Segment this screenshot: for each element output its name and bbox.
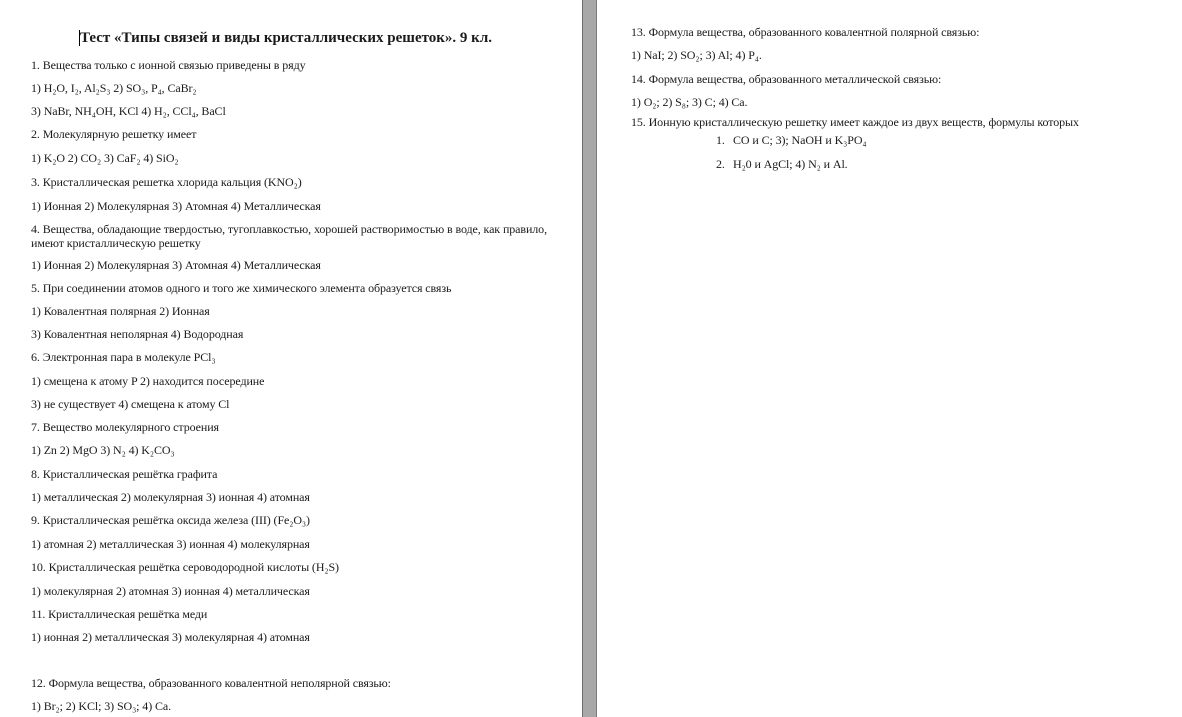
answer-13: 1) NaI; 2) SO₂; 3) Al; 4) P₄. [631,48,762,62]
list-item-text: H₂0 и AgCl; 4) N₂ и Al. [733,157,848,171]
question-14: 14. Формула вещества, образованного металлической связью: [631,72,942,86]
list-item-number: 1. [716,133,725,147]
question-12: 12. Формула вещества, образованного ковалентной неполярной связью: [31,676,391,690]
page-gutter [582,0,597,717]
question-3: 3. Кристаллическая решетка хлорида кальция (KNO₂) [31,175,302,189]
question-2: 2. Молекулярную решетку имеет [31,127,197,141]
answer-6a: 1) смещена к атому P 2) находится посередине [31,374,265,388]
question-15: 15. Ионную кристаллическую решетку имеет каждое из двух веществ, формулы которых [631,115,1079,129]
list-item-number: 2. [716,157,725,171]
answer-7: 1) Zn 2) MgO 3) N₂ 4) K₂CO₃ [31,443,175,457]
answer-5b: 3) Ковалентная неполярная 4) Водородная [31,327,244,341]
answer-3: 1) Ионная 2) Молекулярная 3) Атомная 4) Металлическая [31,199,321,213]
answer-1a: 1) H₂O, I₂, Al₂S₃ 2) SO₃, P₄, CaBr₂ [31,81,197,95]
question-6: 6. Электронная пара в молекуле PCl₃ [31,350,216,364]
answer-11: 1) ионная 2) металлическая 3) молекулярная 4) атомная [31,630,310,644]
document-page-right [597,0,1182,717]
page-title: Тест «Типы связей и виды кристаллических решеток». 9 кл. [80,30,492,46]
question-13: 13. Формула вещества, образованного ковалентной полярной связью: [631,25,980,39]
list-item [716,157,848,171]
answer-12: 1) Br₂; 2) KCl; 3) SO₃; 4) Ca. [31,699,172,713]
question-7: 7. Вещество молекулярного строения [31,420,219,434]
answer-8: 1) металлическая 2) молекулярная 3) ионная 4) атомная [31,490,310,504]
answer-10: 1) молекулярная 2) атомная 3) ионная 4) металлическая [31,584,310,598]
document-page-left [0,0,582,717]
answer-14: 1) O₂; 2) S₈; 3) C; 4) Ca. [631,95,748,109]
answer-5a: 1) Ковалентная полярная 2) Ионная [31,304,210,318]
list-item-text: CO и C; 3); NaOH и K₃PO₄ [733,133,867,147]
question-9: 9. Кристаллическая решётка оксида железа (III) (Fe₂O₃) [31,513,310,527]
question-8: 8. Кристаллическая решётка графита [31,467,218,481]
question-10: 10. Кристаллическая решётка сероводородной кислоты (H₂S) [31,560,339,574]
list-item [716,133,866,147]
answer-9: 1) атомная 2) металлическая 3) ионная 4) молекулярная [31,537,310,551]
question-11: 11. Кристаллическая решётка меди [31,607,208,621]
answer-4: 1) Ионная 2) Молекулярная 3) Атомная 4) Металлическая [31,258,321,272]
answer-2: 1) K₂O 2) CO₂ 3) CaF₂ 4) SiO₂ [31,151,179,165]
answer-1b: 3) NaBr, NH₄OH, KCl 4) H₂, CCl₄, BaCl [31,104,226,118]
question-1: 1. Вещества только с ионной связью приведены в ряду [31,58,306,72]
question-5: 5. При соединении атомов одного и того же химического элемента образуется связь [31,281,452,295]
question-4: 4. Вещества, обладающие твердостью, тугоплавкостью, хорошей растворимостью в воде, как правило, имеют кристаллическую решетку [31,222,547,250]
answer-6b: 3) не существует 4) смещена к атому Cl [31,397,230,411]
